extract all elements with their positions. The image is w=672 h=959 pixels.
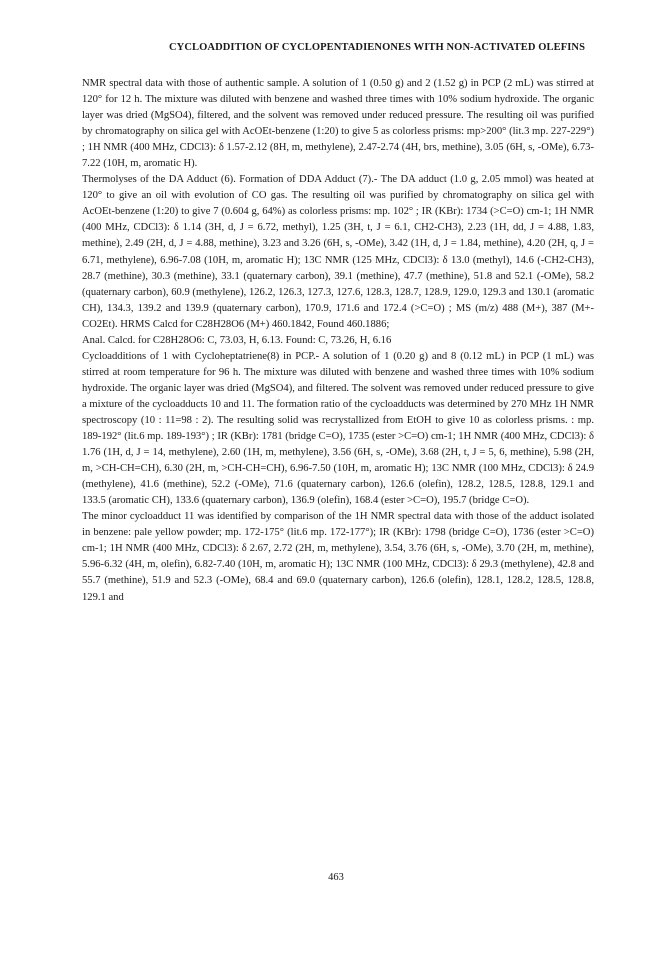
paragraph-2: Thermolyses of the DA Adduct (6). Formation of DDA Adduct (7).- The DA adduct (1.0 g, 2.05 mmol) was heated at 120° to give an oil with evolution of CO gas. The resulting oil was purified by chromatography on silica gel with AcOEt-benzene (1:20) to give 7 (0.604 g, 64%) as colorless prisms: mp. 102° ; IR (KBr): 1734 (>C=O) cm-1; 1H NMR (400 MHz, CDCl3): δ 1.14 (3H, d, J = 6.72, methyl), 1.25 (3H, t, J = 6.1, CH2-CH3), 2.23 (1H, dd, J = 4.88, 1.83, methine), 2.49 (2H, d, J = 4.88, methine), 3.23 and 3.26 (6H, s, -OMe), 3.42 (1H, d, J = 1.84, methine), 4.20 (2H, q, J = 6.71, methylene), 6.96-7.08 (10H, m, aromatic H); 13C NMR (125 MHz, CDCl3): δ 13.0 (methyl), 14.6 (-CH2-CH3), 28.7 (methine), 30.3 (methine), 33.1 (quaternary carbon), 39.1 (methine), 47.7 (methine), 51.8 and 52.1 (-OMe), 58.2 (quaternary carbon), 60.9 (methylene), 126.2, 126.3, 127.3, 127.6, 128.3, 128.7, 128.9, 129.0, 129.3 and 130.1 (aromatic CH), 134.3, 139.2 and 139.9 (quaternary carbon), 170.9, 171.6 and 172.4 (>C=O) ; MS (m/z) 488 (M+), 387 (M+-CO2Et). HRMS Calcd for C28H28O6 (M+) 460.1842, Found 460.1886; [82, 174, 594, 330]
paragraph-1: NMR spectral data with those of authentic sample. A solution of 1 (0.50 g) and 2 (1.52 g) in PCP (2 mL) was stirred at 120° for 12 h. The mixture was diluted with benzene and washed three times with 10% sodium hydroxide. The organic layer was dried (MgSO4), filtered, and the solvent was removed under reduced pressure. The resulting oil was purified by chromatography on silica gel with AcOEt-benzene (1:20) to give 5 as colorless prisms: mp>200° (lit.3 mp. 227-229°) ; 1H NMR (400 MHz, CDCl3): δ 1.57-2.12 (8H, m, methylene), 2.47-2.74 (4H, brs, methine), 3.05 (6H, s, -OMe), 6.73-7.22 (10H, m, aromatic H). [82, 78, 594, 170]
body-text [82, 76, 594, 606]
running-head: CYCLOADDITION OF CYCLOPENTADIENONES WITH NON-ACTIVATED OLEFINS [168, 42, 586, 53]
page-number: 463 [328, 872, 344, 883]
paragraph-3: Anal. Calcd. for C28H28O6: C, 73.03, H, 6.13. Found: C, 73.26, H, 6.16 [82, 334, 392, 346]
paragraph-4: Cycloadditions of 1 with Cycloheptatriene(8) in PCP.- A solution of 1 (0.20 g) and 8 (0.12 mL) in PCP (1 mL) was stirred at room temperature for 96 h. The mixture was diluted with benzene and washed three times with 10% sodium hydroxide. The organic layer was dried (MgSO4), and filtered. The solvent was removed under reduced pressure to give a mixture of the cycloadducts 10 and 11. The formation ratio of the cycloadducts was determined by 270 MHz 1H NMR spectroscopy (10 : 11=98 : 2). The resulting solid was recrystallized from EtOH to give 10 as colorless prisms. : mp. 189-192° (lit.6 mp. 189-193°) ; IR (KBr): 1781 (bridge C=O), 1735 (ester >C=O) cm-1; 1H NMR (400 MHz, CDCl3): δ 1.76 (1H, d, J = 14, methylene), 2.60 (1H, m, methylene), 3.56 (6H, s, -OMe), 3.68 (2H, t, J = 5, 6, methine), 5.98 (2H, m, >CH-CH=CH), 6.30 (2H, m, >CH-CH=CH), 6.96-7.50 (10H, m, aromatic H); 13C NMR (100 MHz, CDCl3): δ 24.9 (methylene), 41.6 (methine), 52.2 (-OMe), 71.6 (quaternary carbon), 126.6 (olefin), 128.2, 128.5, 128.8, 129.1 and 133.5 (aromatic CH), 133.6 (quaternary carbon), 136.9 (olefin), 168.4 (ester >C=O), 195.7 (bridge C=O). [82, 350, 594, 507]
paragraph-5: The minor cycloadduct 11 was identified by comparison of the 1H NMR spectral data with those of the adduct isolated in benzene: pale yellow powder; mp. 172-175° (lit.6 mp. 172-177°); IR (KBr): 1798 (bridge C=O), 1736 (ester >C=O) cm-1; 1H NMR (400 MHz, CDCl3): δ 2.67, 2.72 (2H, m, methylene), 3.54, 3.76 (6H, s, -OMe), 3.70 (2H, m, methine), 5.96-6.32 (4H, m, olefin), 6.82-7.40 (10H, m, aromatic H); 13C NMR (100 MHz, CDCl3): δ 29.3 (methylene), 42.8 and 55.7 (methine), 51.9 and 52.3 (-OMe), 68.4 and 69.0 (quaternary carbon), 126.6 (olefin), 128.1, 128.2, 128.5, 128.8, 129.1 and [82, 511, 594, 603]
